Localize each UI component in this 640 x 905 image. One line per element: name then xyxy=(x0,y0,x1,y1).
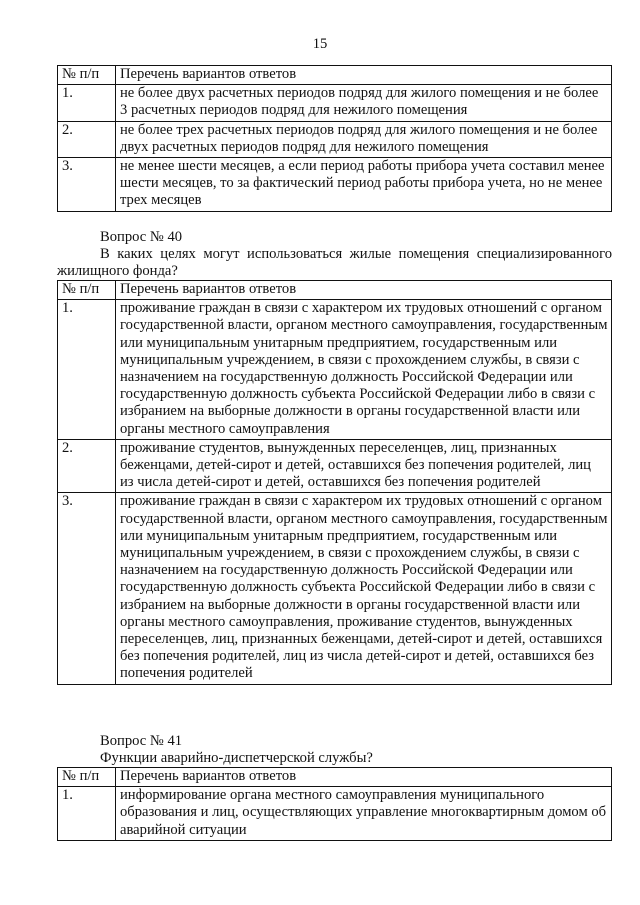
table-row xyxy=(58,787,612,841)
answer-text: информирование органа местного самоуправления муниципального образования и лиц, осуществляющих управление многоквартирным домом об аварийной ситуации xyxy=(116,787,612,841)
header-num: № п/п xyxy=(58,66,116,85)
table-row xyxy=(58,300,612,440)
header-answers: Перечень вариантов ответов xyxy=(116,66,612,85)
answer-num: 1. xyxy=(58,85,116,121)
question-40-text: В каких целях могут использоваться жилые помещения специализированного жилищного фонда? xyxy=(57,246,612,280)
header-num: № п/п xyxy=(58,768,116,787)
question-41-text: Функции аварийно-диспетчерской службы? xyxy=(100,750,373,766)
answers-table-q40 xyxy=(57,280,612,685)
table-header-row xyxy=(58,281,612,300)
answer-text: не менее шести месяцев, а если период работы прибора учета составил менее шести месяцев, то за фактический период работы прибора учета, но не менее трех месяцев xyxy=(116,158,612,212)
answer-text: не более двух расчетных периодов подряд для жилого помещения и не более 3 расчетных периодов подряд для нежилого помещения xyxy=(116,85,612,121)
table-row xyxy=(58,493,612,684)
answer-text: проживание студентов, вынужденных переселенцев, лиц, признанных беженцами, детей-сирот и детей, оставшихся без попечения родителей, лиц из числа детей-сирот и детей, оставшихся без попечения родителей xyxy=(116,439,612,493)
answer-text: проживание граждан в связи с характером их трудовых отношений с органом государственной власти, органом местного самоуправления, государственным или муниципальным унитарным предприятием, государственным или муниципальным учреждением, в связи с прохождением службы, в связи с назначением на государственную должность Российской Федерации или государственную должность субъекта Российской Федерации либо в связи с избранием на выборные должности в органы государственной власти или органы местного самоуправления, проживание студентов, вынужденных переселенцев, лиц, признанных беженцами, детей-сирот и детей, оставшихся без попечения родителей, лиц из числа детей-сирот и детей, оставшихся без попечения родителей xyxy=(116,493,612,684)
header-answers: Перечень вариантов ответов xyxy=(116,281,612,300)
table-row xyxy=(58,439,612,493)
answer-text: не более трех расчетных периодов подряд для жилого помещения и не более двух расчетных периодов подряд для нежилого помещения xyxy=(116,121,612,157)
question-40-title: Вопрос № 40 xyxy=(100,229,183,245)
answer-num: 3. xyxy=(58,158,116,212)
page-number: 15 xyxy=(312,36,328,52)
answer-num: 1. xyxy=(58,787,116,841)
header-num: № п/п xyxy=(58,281,116,300)
answer-text: проживание граждан в связи с характером их трудовых отношений с органом государственной власти, органом местного самоуправления, государственным или муниципальным унитарным предприятием, государственным или муниципальным учреждением, в связи с прохождением службы, в связи с назначением на государственную должность Российской Федерации или государственную должность субъекта Российской Федерации либо в связи с избранием на выборные должности в органы государственной власти или органы местного самоуправления xyxy=(116,300,612,440)
answer-num: 1. xyxy=(58,300,116,440)
header-answers: Перечень вариантов ответов xyxy=(116,768,612,787)
table-row xyxy=(58,85,612,121)
question-41-title: Вопрос № 41 xyxy=(100,733,183,749)
table-row xyxy=(58,121,612,157)
table-header-row xyxy=(58,768,612,787)
answers-table-q41 xyxy=(57,767,612,841)
answers-table-continued xyxy=(57,65,612,212)
answer-num: 2. xyxy=(58,439,116,493)
answer-num: 3. xyxy=(58,493,116,684)
table-header-row xyxy=(58,66,612,85)
answer-num: 2. xyxy=(58,121,116,157)
table-row xyxy=(58,158,612,212)
